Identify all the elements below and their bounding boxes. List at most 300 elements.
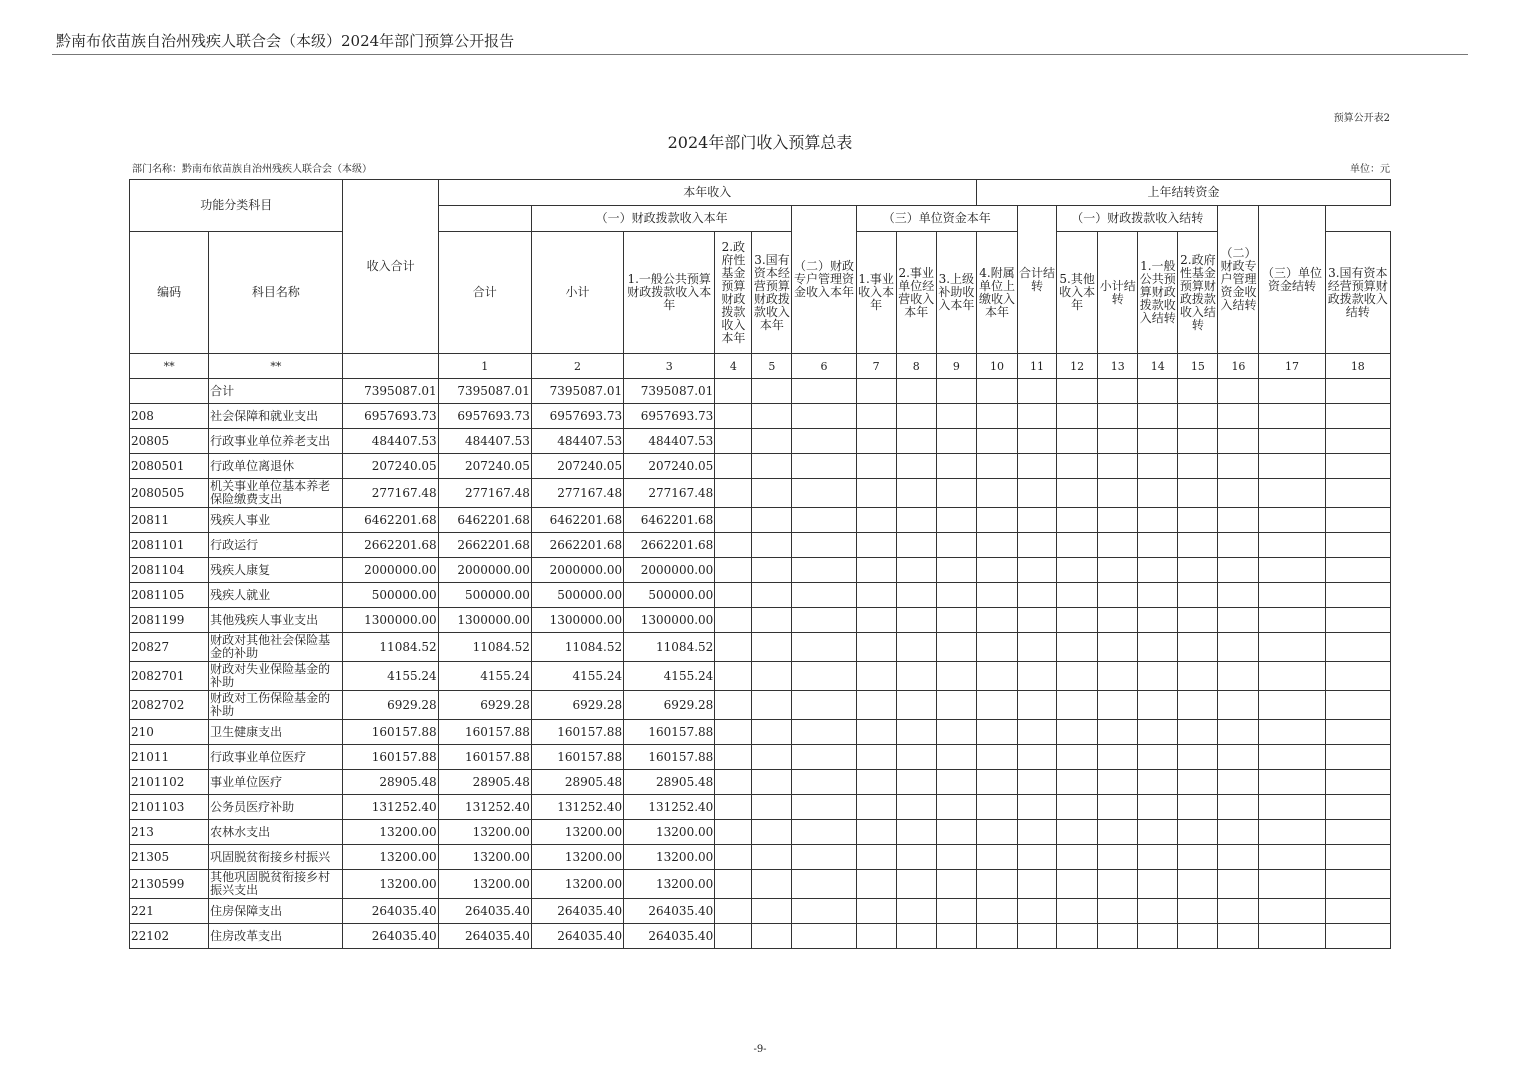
cell-empty — [1178, 924, 1218, 949]
cell-empty — [715, 691, 752, 720]
cell-empty — [1259, 745, 1325, 770]
cell-empty — [1218, 924, 1259, 949]
cell-empty — [715, 479, 752, 508]
cell-empty — [1138, 558, 1178, 583]
cell-empty — [1057, 770, 1098, 795]
cell-empty — [1098, 404, 1138, 429]
cell-total: 264035.40 — [343, 924, 438, 949]
cell-code — [130, 379, 209, 404]
cell-empty — [1138, 745, 1178, 770]
column-number: 10 — [976, 354, 1017, 379]
cell-empty — [976, 924, 1017, 949]
cell-empty — [896, 662, 936, 691]
cell-code: 21305 — [130, 845, 209, 870]
cell-empty — [1325, 633, 1390, 662]
cell-empty — [752, 899, 792, 924]
cell-total: 264035.40 — [343, 899, 438, 924]
cell-empty — [936, 720, 976, 745]
cell-empty — [752, 691, 792, 720]
column-number: 13 — [1098, 354, 1138, 379]
cell-sum: 500000.00 — [438, 583, 531, 608]
cell-empty — [1138, 454, 1178, 479]
cell-empty — [1218, 558, 1259, 583]
cell-empty — [1018, 924, 1057, 949]
cell-empty — [1018, 899, 1057, 924]
cell-code: 2081105 — [130, 583, 209, 608]
cell-name: 住房改革支出 — [209, 924, 343, 949]
cell-total: 7395087.01 — [343, 379, 438, 404]
cell-empty — [1178, 662, 1218, 691]
cell-empty — [1138, 479, 1178, 508]
cell-empty — [715, 429, 752, 454]
cell-empty — [1138, 899, 1178, 924]
cell-empty — [792, 508, 856, 533]
cell-total: 160157.88 — [343, 745, 438, 770]
cell-empty — [856, 770, 896, 795]
cell-empty — [1259, 870, 1325, 899]
cell-empty — [936, 924, 976, 949]
cell-empty — [976, 899, 1017, 924]
cell-empty — [856, 795, 896, 820]
cell-empty — [1218, 720, 1259, 745]
cell-empty — [752, 429, 792, 454]
cell-general-budget: 7395087.01 — [624, 379, 715, 404]
cell-empty — [1098, 899, 1138, 924]
cell-general-budget: 500000.00 — [624, 583, 715, 608]
cell-empty — [1178, 608, 1218, 633]
cell-sum: 131252.40 — [438, 795, 531, 820]
cell-empty — [1178, 795, 1218, 820]
table-row — [130, 558, 1391, 583]
cell-empty — [1218, 795, 1259, 820]
cell-name: 公务员医疗补助 — [209, 795, 343, 820]
cell-empty — [1018, 454, 1057, 479]
column-number: 11 — [1018, 354, 1057, 379]
column-number: 8 — [896, 354, 936, 379]
cell-total: 2000000.00 — [343, 558, 438, 583]
cell-empty — [976, 662, 1017, 691]
cell-empty — [1218, 633, 1259, 662]
column-number: 4 — [715, 354, 752, 379]
cell-empty — [715, 533, 752, 558]
cell-empty — [715, 454, 752, 479]
cell-empty — [1325, 533, 1390, 558]
cell-code: 20805 — [130, 429, 209, 454]
cell-name: 财政对其他社会保险基金的补助 — [209, 633, 343, 662]
cell-empty — [1218, 608, 1259, 633]
header-func-class: 功能分类科目 — [130, 180, 343, 232]
cell-empty — [1057, 608, 1098, 633]
cell-empty — [1325, 508, 1390, 533]
cell-empty — [1018, 795, 1057, 820]
header-current-year: 本年收入 — [438, 180, 976, 206]
table-row — [130, 404, 1391, 429]
table-row — [130, 691, 1391, 720]
cell-empty — [1098, 691, 1138, 720]
unit-label: 单位：元 — [1350, 164, 1390, 175]
cell-total: 13200.00 — [343, 870, 438, 899]
cell-subtotal: 500000.00 — [531, 583, 623, 608]
cell-empty — [752, 558, 792, 583]
cell-empty — [1138, 404, 1178, 429]
cell-total: 500000.00 — [343, 583, 438, 608]
cell-empty — [1218, 454, 1259, 479]
cell-empty — [1098, 745, 1138, 770]
cell-empty — [936, 795, 976, 820]
cell-sum: 264035.40 — [438, 924, 531, 949]
cell-empty — [1057, 820, 1098, 845]
cell-empty — [1138, 845, 1178, 870]
cell-empty — [1218, 508, 1259, 533]
cell-empty — [976, 633, 1017, 662]
cell-empty — [1057, 899, 1098, 924]
cell-subtotal: 160157.88 — [531, 745, 623, 770]
cell-empty — [1098, 429, 1138, 454]
column-number: 14 — [1138, 354, 1178, 379]
cell-code: 2080501 — [130, 454, 209, 479]
cell-empty — [752, 583, 792, 608]
cell-empty — [1138, 633, 1178, 662]
cell-name: 卫生健康支出 — [209, 720, 343, 745]
cell-name: 农林水支出 — [209, 820, 343, 845]
cell-empty — [1259, 795, 1325, 820]
cell-empty — [976, 479, 1017, 508]
cell-empty — [1259, 583, 1325, 608]
cell-empty — [1259, 662, 1325, 691]
cell-code: 213 — [130, 820, 209, 845]
cell-empty — [1057, 533, 1098, 558]
cell-empty — [896, 845, 936, 870]
cell-empty — [856, 899, 896, 924]
cell-empty — [976, 558, 1017, 583]
cell-empty — [715, 404, 752, 429]
cell-empty — [976, 454, 1017, 479]
cell-sum: 7395087.01 — [438, 379, 531, 404]
cell-empty — [715, 583, 752, 608]
cell-total: 6462201.68 — [343, 508, 438, 533]
cell-empty — [1138, 533, 1178, 558]
cell-sum: 6929.28 — [438, 691, 531, 720]
cell-empty — [1138, 720, 1178, 745]
table-row — [130, 720, 1391, 745]
cell-general-budget: 6957693.73 — [624, 404, 715, 429]
cell-empty — [715, 608, 752, 633]
cell-total: 4155.24 — [343, 662, 438, 691]
cell-empty — [856, 870, 896, 899]
cell-empty — [1218, 745, 1259, 770]
cell-empty — [1178, 454, 1218, 479]
cell-empty — [1259, 508, 1325, 533]
table-number: 预算公开表2 — [1333, 113, 1390, 124]
table-row — [130, 633, 1391, 662]
cell-empty — [856, 924, 896, 949]
cell-empty — [792, 899, 856, 924]
cell-general-budget: 2662201.68 — [624, 533, 715, 558]
cell-empty — [1325, 820, 1390, 845]
cell-empty — [976, 820, 1017, 845]
cell-empty — [752, 662, 792, 691]
cell-name: 机关事业单位基本养老保险缴费支出 — [209, 479, 343, 508]
header-c3: 1.一般公共预算财政拨款收入本年 — [624, 232, 715, 354]
header-c8: 2.事业单位经营收入本年 — [896, 232, 936, 354]
cell-code: 21011 — [130, 745, 209, 770]
cell-total: 6957693.73 — [343, 404, 438, 429]
cell-empty — [1178, 479, 1218, 508]
cell-empty — [1218, 662, 1259, 691]
cell-empty — [936, 583, 976, 608]
cell-empty — [976, 608, 1017, 633]
cell-empty — [936, 870, 976, 899]
cell-empty — [1138, 662, 1178, 691]
cell-empty — [1018, 508, 1057, 533]
cell-empty — [1259, 379, 1325, 404]
cell-empty — [1098, 720, 1138, 745]
cell-code: 20811 — [130, 508, 209, 533]
cell-empty — [1138, 870, 1178, 899]
cell-empty — [752, 379, 792, 404]
cell-empty — [1098, 820, 1138, 845]
cell-empty — [1098, 770, 1138, 795]
cell-empty — [752, 770, 792, 795]
cell-empty — [1218, 583, 1259, 608]
cell-empty — [1138, 583, 1178, 608]
cell-name: 残疾人就业 — [209, 583, 343, 608]
cell-empty — [1098, 662, 1138, 691]
header-fiscal-current: （一）财政拨款收入本年 — [531, 206, 792, 232]
cell-empty — [752, 608, 792, 633]
cell-empty — [1178, 633, 1218, 662]
cell-empty — [715, 820, 752, 845]
cell-subtotal: 264035.40 — [531, 899, 623, 924]
cell-empty — [792, 533, 856, 558]
cell-subtotal: 4155.24 — [531, 662, 623, 691]
cell-name: 其他巩固脱贫衔接乡村振兴支出 — [209, 870, 343, 899]
cell-name: 行政运行 — [209, 533, 343, 558]
cell-empty — [792, 820, 856, 845]
column-number: 16 — [1218, 354, 1259, 379]
column-number: 6 — [792, 354, 856, 379]
cell-empty — [1018, 770, 1057, 795]
column-number: ** — [130, 354, 209, 379]
cell-empty — [715, 924, 752, 949]
cell-empty — [1178, 691, 1218, 720]
cell-general-budget: 160157.88 — [624, 720, 715, 745]
cell-empty — [1325, 745, 1390, 770]
cell-empty — [1325, 404, 1390, 429]
cell-code: 2130599 — [130, 870, 209, 899]
cell-empty — [792, 558, 856, 583]
cell-empty — [1325, 899, 1390, 924]
table-body — [130, 379, 1391, 949]
column-number: 9 — [936, 354, 976, 379]
cell-subtotal: 131252.40 — [531, 795, 623, 820]
header-sum: 合计 — [438, 232, 531, 354]
cell-empty — [1325, 379, 1390, 404]
cell-empty — [1218, 691, 1259, 720]
cell-empty — [715, 720, 752, 745]
cell-empty — [1259, 454, 1325, 479]
cell-empty — [976, 379, 1017, 404]
cell-subtotal: 11084.52 — [531, 633, 623, 662]
cell-empty — [1057, 479, 1098, 508]
cell-empty — [1018, 691, 1057, 720]
header-c9: 3.上级补助收入本年 — [936, 232, 976, 354]
cell-empty — [1259, 558, 1325, 583]
cell-empty — [856, 608, 896, 633]
cell-empty — [1018, 583, 1057, 608]
cell-empty — [1178, 404, 1218, 429]
column-number: 2 — [531, 354, 623, 379]
cell-empty — [896, 745, 936, 770]
cell-empty — [1218, 429, 1259, 454]
cell-empty — [792, 379, 856, 404]
cell-empty — [896, 533, 936, 558]
cell-empty — [856, 691, 896, 720]
cell-empty — [1057, 508, 1098, 533]
table-row — [130, 583, 1391, 608]
cell-code: 208 — [130, 404, 209, 429]
cell-subtotal: 2000000.00 — [531, 558, 623, 583]
cell-empty — [752, 508, 792, 533]
cell-general-budget: 277167.48 — [624, 479, 715, 508]
cell-empty — [896, 404, 936, 429]
cell-empty — [976, 870, 1017, 899]
cell-sum: 1300000.00 — [438, 608, 531, 633]
cell-empty — [896, 870, 936, 899]
cell-empty — [715, 508, 752, 533]
header-c7: 1.事业收入本年 — [856, 232, 896, 354]
cell-empty — [792, 745, 856, 770]
cell-empty — [976, 795, 1017, 820]
cell-empty — [936, 899, 976, 924]
cell-empty — [1325, 662, 1390, 691]
cell-empty — [1218, 404, 1259, 429]
column-number: 5 — [752, 354, 792, 379]
cell-empty — [1178, 845, 1218, 870]
cell-empty — [752, 795, 792, 820]
cell-empty — [936, 404, 976, 429]
cell-empty — [1057, 633, 1098, 662]
cell-empty — [1325, 691, 1390, 720]
cell-empty — [1325, 770, 1390, 795]
cell-empty — [1098, 479, 1138, 508]
header-c10: 4.附属单位上缴收入本年 — [976, 232, 1017, 354]
cell-empty — [752, 633, 792, 662]
cell-empty — [1178, 558, 1218, 583]
cell-empty — [1098, 924, 1138, 949]
cell-empty — [1325, 924, 1390, 949]
cell-empty — [752, 533, 792, 558]
budget-table — [129, 179, 1391, 949]
cell-empty — [936, 508, 976, 533]
cell-empty — [976, 533, 1017, 558]
cell-code: 20827 — [130, 633, 209, 662]
cell-empty — [896, 924, 936, 949]
cell-general-budget: 484407.53 — [624, 429, 715, 454]
column-number: 7 — [856, 354, 896, 379]
cell-empty — [792, 583, 856, 608]
cell-subtotal: 207240.05 — [531, 454, 623, 479]
table-row — [130, 608, 1391, 633]
cell-empty — [1325, 479, 1390, 508]
cell-empty — [715, 558, 752, 583]
page-number: -9- — [753, 1044, 767, 1055]
cell-empty — [1018, 608, 1057, 633]
cell-empty — [936, 691, 976, 720]
cell-name: 行政事业单位医疗 — [209, 745, 343, 770]
cell-empty — [936, 662, 976, 691]
cell-general-budget: 13200.00 — [624, 845, 715, 870]
header-rule — [52, 54, 1468, 55]
cell-empty — [792, 633, 856, 662]
cell-empty — [1018, 429, 1057, 454]
cell-sum: 277167.48 — [438, 479, 531, 508]
cell-total: 6929.28 — [343, 691, 438, 720]
cell-empty — [1057, 745, 1098, 770]
cell-empty — [856, 845, 896, 870]
cell-sum: 160157.88 — [438, 720, 531, 745]
header-blank — [438, 206, 531, 232]
cell-empty — [1098, 608, 1138, 633]
cell-sum: 4155.24 — [438, 662, 531, 691]
table-row — [130, 662, 1391, 691]
cell-empty — [1098, 508, 1138, 533]
cell-empty — [1098, 454, 1138, 479]
department-label: 部门名称：黔南布依苗族自治州残疾人联合会（本级） — [132, 164, 372, 175]
cell-total: 2662201.68 — [343, 533, 438, 558]
cell-empty — [856, 404, 896, 429]
column-number: 3 — [624, 354, 715, 379]
cell-empty — [856, 533, 896, 558]
cell-empty — [715, 662, 752, 691]
cell-empty — [1259, 404, 1325, 429]
header-c17: （二）财政专户管理资金收入结转 — [1218, 206, 1259, 354]
cell-empty — [1218, 479, 1259, 508]
header-c13: 小计结转 — [1098, 232, 1138, 354]
cell-subtotal: 160157.88 — [531, 720, 623, 745]
cell-empty — [715, 899, 752, 924]
cell-empty — [1018, 533, 1057, 558]
cell-empty — [856, 479, 896, 508]
cell-empty — [1138, 508, 1178, 533]
cell-empty — [856, 379, 896, 404]
cell-empty — [792, 924, 856, 949]
cell-empty — [856, 633, 896, 662]
cell-empty — [1259, 899, 1325, 924]
cell-empty — [1218, 770, 1259, 795]
table-row — [130, 479, 1391, 508]
cell-empty — [1018, 845, 1057, 870]
cell-total: 13200.00 — [343, 820, 438, 845]
cell-empty — [1218, 379, 1259, 404]
cell-name: 其他残疾人事业支出 — [209, 608, 343, 633]
cell-sum: 484407.53 — [438, 429, 531, 454]
cell-empty — [752, 454, 792, 479]
header-subtotal: 小计 — [531, 232, 623, 354]
column-number: ** — [209, 354, 343, 379]
cell-total: 131252.40 — [343, 795, 438, 820]
cell-empty — [976, 720, 1017, 745]
cell-empty — [715, 845, 752, 870]
cell-name: 社会保障和就业支出 — [209, 404, 343, 429]
cell-name: 住房保障支出 — [209, 899, 343, 924]
cell-empty — [936, 633, 976, 662]
header-c6: （二）财政专户管理资金收入本年 — [792, 206, 856, 354]
cell-empty — [1218, 870, 1259, 899]
cell-empty — [896, 429, 936, 454]
cell-code: 2082701 — [130, 662, 209, 691]
cell-empty — [752, 720, 792, 745]
